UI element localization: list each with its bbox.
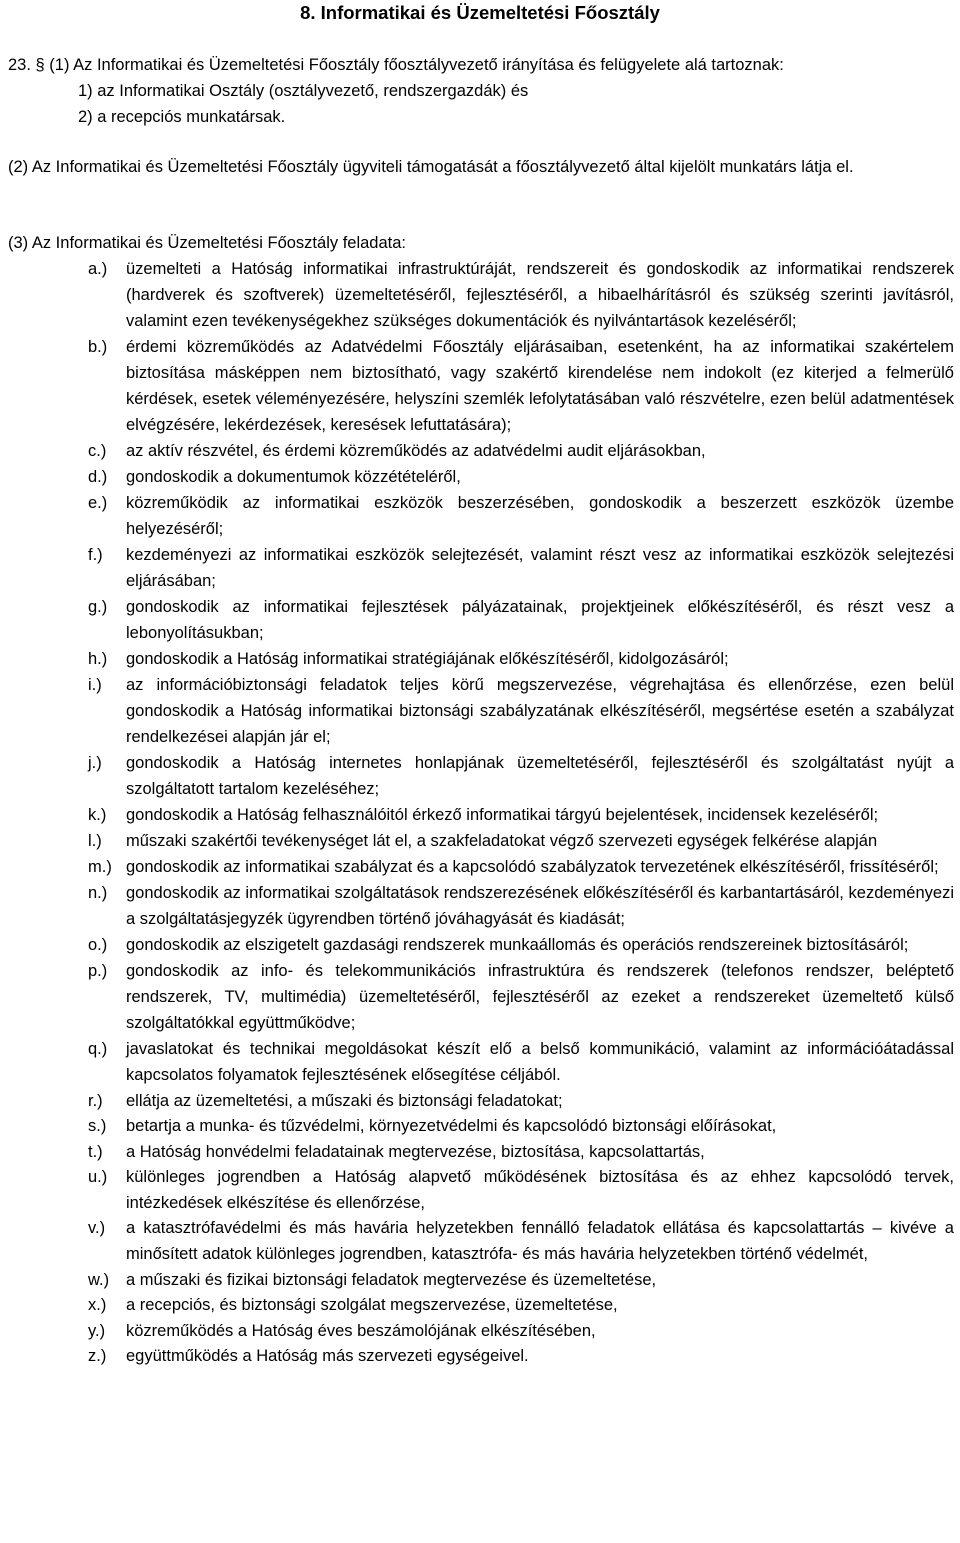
task-item (8, 958, 958, 1036)
task-item (8, 880, 958, 932)
task-label: t.) (88, 1142, 103, 1161)
task-label: y.) (88, 1321, 106, 1340)
task-text: az aktív részvétel, és érdemi közreműködés az adatvédelmi audit eljárásokban, (126, 442, 706, 460)
task-item (8, 256, 958, 334)
section-23 (8, 52, 953, 130)
task-text: a Hatóság honvédelmi feladatainak megtervezése, biztosítása, kapcsolattartás, (126, 1142, 705, 1161)
section-title: 8. Informatikai és Üzemeltetési Főosztály (300, 2, 660, 23)
task-label: w.) (88, 1270, 110, 1289)
task-item (8, 334, 958, 438)
task-text: együttműködés a Hatóság más szervezeti egységeivel. (126, 1347, 529, 1366)
task-label: d.) (88, 468, 108, 486)
task-item (8, 646, 958, 672)
task-label: u.) (88, 1168, 108, 1187)
task-label: n.) (88, 884, 108, 902)
task-item (8, 1268, 958, 1294)
task-text: az információbiztonsági feladatok teljes körű megszervezése, végrehajtása és ellenőrzése, ezen belül gondoskodik a Hatóság informatikai biztonsági szabályzatának elkészítéséről, megsértése esetén a szabályzat rendelkezései alapján jár el; (126, 676, 954, 746)
task-label: e.) (88, 494, 108, 512)
task-text: ellátja az üzemeltetési, a műszaki és biztonsági feladatokat; (126, 1092, 563, 1110)
task-item (8, 828, 958, 854)
task-text: gondoskodik az informatikai szabályzat és a kapcsolódó szabályzatok tervezetének elkészítéséről, frissítéséről; (126, 858, 939, 876)
task-item (8, 542, 958, 594)
task-item (8, 672, 958, 750)
task-label: l.) (88, 832, 102, 850)
task-label: v.) (88, 1219, 106, 1238)
task-text: a recepciós, és biztonsági szolgálat megszervezése, üzemeltetése, (126, 1296, 618, 1315)
task-item (8, 490, 958, 542)
section-23-sub-2: 2) a recepciós munkatársak. (78, 108, 286, 126)
task-text: a műszaki és fizikai biztonsági feladatok megtervezése és üzemeltetése, (126, 1270, 657, 1289)
task-label: h.) (88, 650, 108, 668)
task-label: x.) (88, 1296, 107, 1315)
task-text: gondoskodik a Hatóság informatikai stratégiájának előkészítéséről, kidolgozásáról; (126, 650, 729, 668)
paragraph-3: (3) Az Informatikai és Üzemeltetési Főosztály feladata: (8, 234, 406, 252)
task-list (8, 256, 958, 1370)
task-label: p.) (88, 962, 108, 980)
task-text: javaslatokat és technikai megoldásokat készít elő a belső kommunikáció, valamint az információátadással kapcsolatos folyamatok fejlesztésének elősegítése céljából. (126, 1040, 954, 1084)
task-label: q.) (88, 1040, 108, 1058)
task-label: b.) (88, 338, 108, 356)
section-23-intro: 23. § (1) Az Informatikai és Üzemeltetési Főosztály főosztályvezető irányítása és felügyelete alá tartoznak: (8, 56, 784, 74)
task-item (8, 802, 958, 828)
task-label: f.) (88, 546, 103, 564)
task-text: gondoskodik az informatikai szolgáltatások rendszerezésének előkészítéséről és karbantartásáról, kezdeményezi a szolgáltatásjegyzék ügyrendben történő jóváhagyását és kiadását; (126, 884, 954, 928)
task-item (8, 750, 958, 802)
task-label: a.) (88, 260, 108, 278)
task-text: gondoskodik az elszigetelt gazdasági rendszerek munkaállomás és operációs rendszereinek biztosításáról; (126, 936, 909, 954)
task-text: üzemelteti a Hatóság informatikai infrastruktúráját, rendszereit és gondoskodik az informatikai rendszerek (hardverek és szoftverek) üzemeltetéséről, fejlesztéséről, a hibaelhárításról és szükség szerinti javításról, valamint ezen tevékenységekhez szükséges dokumentációk és nyilvántartások kezeléséről; (126, 260, 954, 330)
task-label: j.) (88, 754, 102, 772)
task-item (8, 438, 958, 464)
task-item (8, 464, 958, 490)
task-item (8, 1088, 958, 1114)
task-text: gondoskodik a Hatóság felhasználóitól érkező informatikai tárgyú bejelentések, incidensek kezeléséről; (126, 806, 879, 824)
task-label: o.) (88, 936, 108, 954)
task-item (8, 594, 958, 646)
task-item (8, 932, 958, 958)
task-label: r.) (88, 1092, 103, 1110)
task-label: g.) (88, 598, 108, 616)
task-item (8, 1293, 958, 1319)
task-item (8, 1344, 958, 1370)
task-text: különleges jogrendben a Hatóság alapvető működésének biztosítása és az ehhez kapcsolódó tervek, intézkedések elkészítése és ellenőrzése, (126, 1168, 954, 1212)
task-item (8, 1140, 958, 1166)
task-label: k.) (88, 806, 107, 824)
task-text: betartja a munka- és tűzvédelmi, környezetvédelmi és kapcsolódó biztonsági előírásokat, (126, 1117, 777, 1135)
paragraph-2: (2) Az Informatikai és Üzemeltetési Főosztály ügyviteli támogatását a főosztályvezető által kijelölt munkatárs látja el. (8, 158, 854, 176)
task-label: z.) (88, 1347, 107, 1366)
task-text: gondoskodik az informatikai fejlesztések pályázatainak, projektjeinek előkészítéséről, és részt vesz a lebonyolításukban; (126, 598, 954, 642)
task-text: közreműködés a Hatóság éves beszámolójának elkészítésében, (126, 1321, 596, 1340)
task-item (8, 1114, 958, 1140)
task-text: a katasztrófavédelmi és más havária helyzetekben fennálló feladatok ellátása és kapcsolattartás – kivéve a minősített adatok különleges jogrendben, katasztrófa- és más havária helyzetekben történő védelmét, (126, 1219, 954, 1263)
task-text: gondoskodik a Hatóság internetes honlapjának üzemeltetéséről, fejlesztéséről és szolgáltatást nyújt a szolgáltatott tartalom kezeléséhez; (126, 754, 954, 798)
task-item (8, 1036, 958, 1088)
task-label: i.) (88, 676, 102, 694)
task-label: c.) (88, 442, 107, 460)
task-item (8, 854, 958, 880)
task-text: érdemi közreműködés az Adatvédelmi Főosztály eljárásaiban, esetenként, ha az informatikai szakértelem biztosítása másképpen nem biztosítható, vagy szakértő kirendelése nem indokolt (ez kiterjed a felmerülő kérdések, esetek véleményezésére, helyszíni szemlék lefolytatásában való részvételre, ezen belül adatmentések elvégzésére, lekérdezések, keresések lefuttatására); (126, 338, 954, 434)
task-text: gondoskodik a dokumentumok közzétételéről, (126, 468, 461, 486)
task-text: közreműködik az informatikai eszközök beszerzésében, gondoskodik a beszerzett eszközök üzembe helyezéséről; (126, 494, 954, 538)
task-text: gondoskodik az info- és telekommunikációs infrastruktúra és rendszerek (telefonos rendszer, beléptető rendszerek, TV, multimédia) üzemeltetéséről, fejlesztéséről az ezeket a rendszereket üzemeltető külső szolgáltatókkal együttműködve; (126, 962, 954, 1032)
task-item (8, 1319, 958, 1345)
task-item (8, 1165, 958, 1216)
task-label: s.) (88, 1117, 107, 1135)
task-item (8, 1216, 958, 1267)
task-text: kezdeményezi az informatikai eszközök selejtezését, valamint részt vesz az informatikai eszközök selejtezési eljárásában; (126, 546, 954, 590)
task-label: m.) (88, 858, 112, 876)
section-23-sub-1: 1) az Informatikai Osztály (osztályvezető, rendszergazdák) és (78, 82, 529, 100)
task-text: műszaki szakértői tevékenységet lát el, a szakfeladatokat végző szervezeti egységek felkérése alapján (126, 832, 878, 850)
